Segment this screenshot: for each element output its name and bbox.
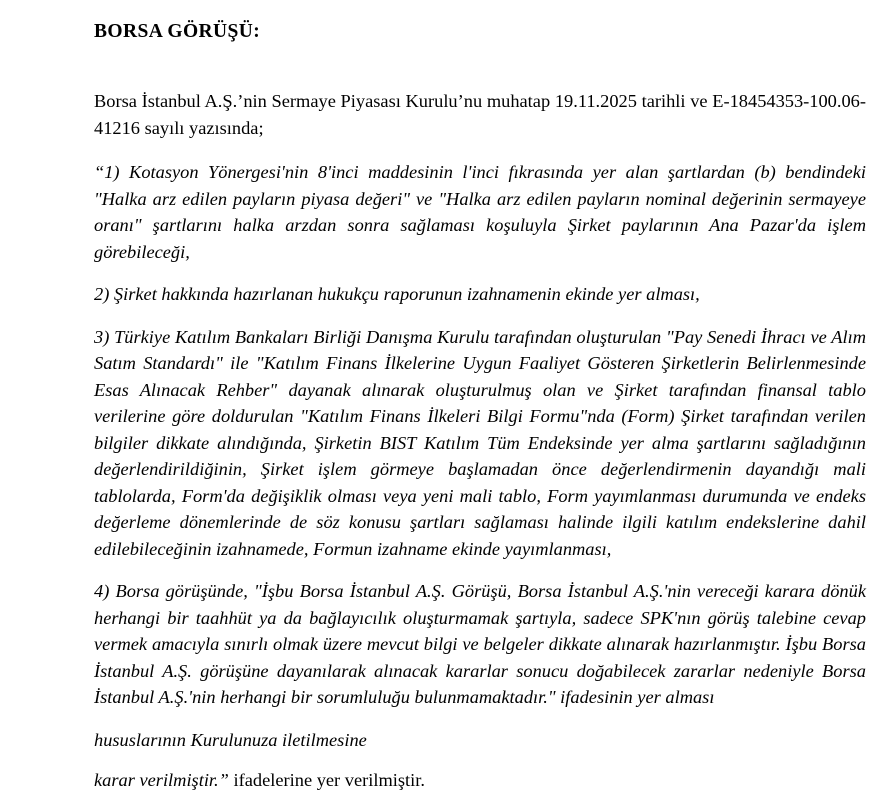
spacer-1 bbox=[94, 265, 866, 281]
spacer-5 bbox=[94, 753, 866, 767]
spacer-after-title bbox=[94, 44, 866, 88]
closing-decision-upright: ifadelerine yer verilmiştir. bbox=[228, 770, 425, 791]
closing-decision-italic: karar verilmiştir.” bbox=[94, 770, 229, 791]
document-body bbox=[94, 0, 866, 794]
intro-paragraph: Borsa İstanbul A.Ş.’nin Sermaye Piyasası Kurulu’nu muhatap 19.11.2025 tarihli ve E-18454353-100.06-41216 sayılı yazısında; bbox=[94, 91, 866, 138]
list-item-4: 4) Borsa görüşünde, "İşbu Borsa İstanbul A.Ş. Görüşü, Borsa İstanbul A.Ş.'nin vereceği karara dönük herhangi bir taahhüt ya da bağlayıcılık oluşturmamak şartıyla, sadece SPK'nın görüş talebine cevap vermek amacıyla sınırlı olmak üzere mevcut bilgi ve belgeler dikkate alınarak hazırlanmıştır. İşbu Borsa İstanbul A.Ş. görüşüne dayanılarak alınacak kararlar sonucu doğabilecek zararlar nedeniyle Borsa İstanbul A.Ş.'nin herhangi bir sorumluluğu bulunmamaktadır." ifadesinin yer alması bbox=[94, 581, 866, 708]
list-item-3: 3) Türkiye Katılım Bankaları Birliği Danışma Kurulu tarafından oluşturulan "Pay Senedi İhracı ve Alım Satım Standardı" ile "Katılım Finans İlkelerine Uygun Faaliyet Gösteren Şirketlerin Belirlenmesinde Esas Alınacak Rehber" dayanak alınarak oluşturulmuş olan ve Şirket tarafından finansal tablo verilerine göre doldurulan "Katılım Finans İlkeleri Bilgi Formu"nda (Form) Şirket tarafından verilen bilgiler dikkate alındığında, Şirketin BIST Katılım Tüm Endeksinde yer alma şartlarını sağladığının değerlendirildiğinin, Şirket işlem görmeye başlamadan önce değerlendirmenin dayandığı mali tablolarda, Form'da değişiklik olması veya yeni mali tablo, Form yayımlanması durumunda ve endeks değerleme dönemlerinde de söz konusu şartları sağlaması halinde ilgili katılım endekslerine dahil edilebileceğinin izahnamede, Formun izahname ekinde yayımlanması, bbox=[94, 326, 866, 559]
spacer-after-intro bbox=[94, 141, 866, 159]
list-item-1: “1) Kotasyon Yönergesi'nin 8'inci maddesinin l'inci fıkrasında yer alan şartlardan (b) bendindeki "Halka arz edilen payların piyasa değeri" ve "Halka arz edilen payların nominal değerinin sermayeye oranı" şartlarını halka arzdan sonra sağlaması koşuluyla Şirket paylarının Ana Pazar'da işlem görebileceği, bbox=[94, 162, 866, 262]
closing-line-decision bbox=[94, 767, 866, 794]
spacer-2 bbox=[94, 308, 866, 324]
page-title: BORSA GÖRÜŞÜ: bbox=[94, 21, 261, 42]
spacer-4 bbox=[94, 711, 866, 727]
list-item-2: 2) Şirket hakkında hazırlanan hukukçu raporunun izahnamenin ekinde yer alması, bbox=[94, 284, 700, 305]
closing-line-referral: hususlarının Kurulunuza iletilmesine bbox=[94, 729, 367, 750]
spacer-3 bbox=[94, 562, 866, 578]
